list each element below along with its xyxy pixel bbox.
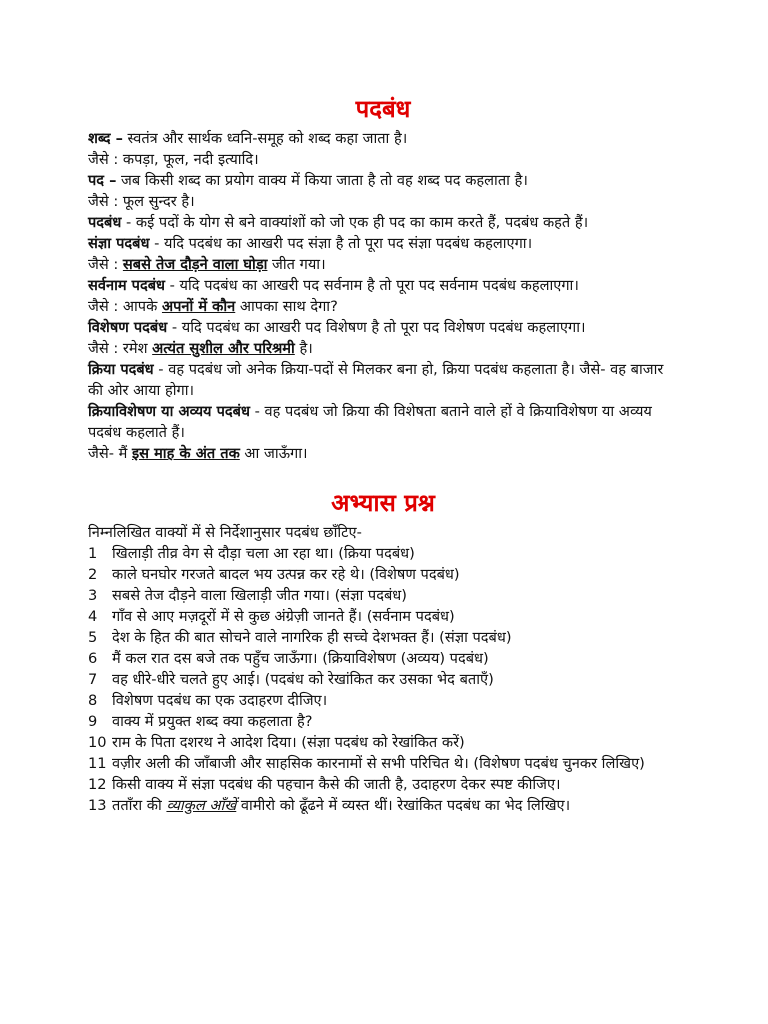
underlined-phrase: व्याकुल आँखें	[166, 797, 237, 814]
question-number: 1	[88, 545, 98, 562]
definition-line	[88, 359, 678, 401]
question-text: सबसे तेज दौड़ने वाला खिलाड़ी जीत गया। (संज्ञा पदबंध)	[112, 587, 407, 604]
term-label: पदबंध	[88, 214, 122, 231]
example-suffix: आ जाऊँगा।	[239, 445, 308, 462]
term-label: शब्द –	[88, 130, 123, 147]
definition-text: स्वतंत्र और सार्थक ध्वनि-समूह को शब्द कहा जाता है।	[122, 130, 408, 147]
term-label: विशेषण पदबंध	[88, 319, 168, 336]
underlined-phrase: इस माह के अंत तक	[131, 445, 240, 462]
term-label: क्रियाविशेषण या अव्यय पदबंध	[88, 403, 250, 420]
example-text: जैसे : कपड़ा, फूल, नदी इत्यादि।	[88, 151, 259, 168]
definition-text: जब किसी शब्द का प्रयोग वाक्य में किया जाता है तो वह शब्द पद कहलाता है।	[116, 172, 528, 189]
page-title: पदबंध	[355, 95, 411, 123]
definition-line	[88, 338, 678, 359]
example-suffix: आपका साथ देगा?	[235, 298, 338, 315]
underlined-phrase: अपनों में कौन	[161, 298, 236, 315]
definition-line	[88, 149, 678, 170]
question-number: 13	[88, 797, 107, 814]
underlined-phrase: अत्यंत सुशील और परिश्रमी	[152, 340, 295, 357]
term-label: संज्ञा पदबंध	[88, 235, 150, 252]
definition-line	[88, 170, 678, 191]
question-text: वह धीरे-धीरे चलते हुए आई। (पदबंध को रेखांकित कर उसका भेद बताएँ)	[112, 671, 494, 688]
question-item	[88, 690, 678, 711]
definition-text: - यदि पदबंध का आखरी पद संज्ञा है तो पूरा पद संज्ञा पदबंध कहलाएगा।	[149, 235, 533, 252]
question-text: देश के हित की बात सोचने वाले नागरिक ही सच्चे देशभक्त हैं। (संज्ञा पदबंध)	[112, 629, 512, 646]
question-number: 2	[88, 566, 98, 583]
question-number: 8	[88, 692, 98, 709]
question-text: गाँव से आए मज़दूरों में से कुछ अंग्रेज़ी जानते हैं। (सर्वनाम पदबंध)	[112, 608, 455, 625]
definition-text: - वह पदबंध जो अनेक क्रिया-पदों से मिलकर बना हो, क्रिया पदबंध कहलाता है। जैसे- वह बाजार की ओर आया होगा।	[88, 361, 664, 399]
term-label: पद –	[88, 172, 117, 189]
question-item	[88, 606, 678, 627]
definitions-section	[88, 128, 678, 464]
definition-text: - वह पदबंध जो क्रिया की विशेषता बताने वाले हों वे क्रियाविशेषण या अव्यय पदबंध कहलाते हैं।	[88, 403, 652, 441]
question-text: वाक्य में प्रयुक्त शब्द क्या कहलाता है?	[112, 713, 313, 730]
definition-line	[88, 233, 678, 254]
question-item	[88, 543, 678, 564]
question-number: 12	[88, 776, 107, 793]
definition-line	[88, 317, 678, 338]
exercise-title: अभ्यास प्रश्न	[331, 489, 435, 517]
definition-line	[88, 128, 678, 149]
question-item	[88, 753, 678, 774]
question-text: वामीरो को ढूँढने में व्यस्त थीं। रेखांकित पदबंध का भेद लिखिए।	[236, 797, 571, 814]
question-item	[88, 795, 678, 816]
definition-text: - यदि पदबंध का आखरी पद विशेषण है तो पूरा पद विशेषण पदबंध कहलाएगा।	[167, 319, 586, 336]
example-prefix: जैसे : रमेश	[88, 340, 153, 357]
example-text: जैसे : फूल सुन्दर है।	[88, 193, 195, 210]
question-number: 6	[88, 650, 98, 667]
questions-list	[88, 543, 678, 816]
term-label: क्रिया पदबंध	[88, 361, 154, 378]
question-text: काले घनघोर गरजते बादल भय उत्पन्न कर रहे थे। (विशेषण पदबंध)	[112, 566, 460, 583]
example-prefix: जैसे- मैं	[88, 445, 132, 462]
question-item	[88, 585, 678, 606]
example-suffix: है।	[294, 340, 313, 357]
definition-line	[88, 254, 678, 275]
exercise-intro: निम्नलिखित वाक्यों में से निर्देशानुसार पदबंध छाँटिए-	[88, 524, 362, 541]
definition-line	[88, 296, 678, 317]
question-item	[88, 774, 678, 795]
question-item	[88, 669, 678, 690]
question-number: 5	[88, 629, 98, 646]
question-text: राम के पिता दशरथ ने आदेश दिया। (संज्ञा पदबंध को रेखांकित करें)	[112, 734, 465, 751]
question-text: किसी वाक्य में संज्ञा पदबंध की पहचान कैसे की जाती है, उदाहरण देकर स्पष्ट कीजिए।	[112, 776, 561, 793]
definition-text: - कई पदों के योग से बने वाक्यांशों को जो एक ही पद का काम करते हैं, पदबंध कहते हैं।	[121, 214, 589, 231]
question-text: विशेषण पदबंध का एक उदाहरण दीजिए।	[112, 692, 328, 709]
definition-line	[88, 443, 678, 464]
definition-line	[88, 401, 678, 443]
definition-text: - यदि पदबंध का आखरी पद सर्वनाम है तो पूरा पद सर्वनाम पदबंध कहलाएगा।	[165, 277, 579, 294]
term-label: सर्वनाम पदबंध	[88, 277, 166, 294]
question-text: मैं कल रात दस बजे तक पहुँच जाऊँगा। (क्रियाविशेषण (अव्यय) पदबंध)	[112, 650, 489, 667]
definition-line	[88, 275, 678, 296]
question-item	[88, 564, 678, 585]
definition-line	[88, 212, 678, 233]
document-page	[88, 92, 678, 816]
question-number: 9	[88, 713, 98, 730]
example-prefix: जैसे : आपके	[88, 298, 162, 315]
example-suffix: जीत गया।	[267, 256, 326, 273]
question-item	[88, 627, 678, 648]
underlined-phrase: सबसे तेज दौड़ने वाला घोड़ा	[122, 256, 268, 273]
question-number: 10	[88, 734, 107, 751]
definition-line	[88, 191, 678, 212]
question-text: वज़ीर अली की जाँबाजी और साहसिक कारनामों से सभी परिचित थे। (विशेषण पदबंध चुनकर लिखिए)	[112, 755, 645, 772]
question-text: तताँरा की	[112, 797, 167, 814]
example-prefix: जैसे :	[88, 256, 123, 273]
question-number: 3	[88, 587, 98, 604]
question-item	[88, 732, 678, 753]
question-text: खिलाड़ी तीव्र वेग से दौड़ा चला आ रहा था। (क्रिया पदबंध)	[112, 545, 415, 562]
question-number: 4	[88, 608, 98, 625]
question-number: 7	[88, 671, 98, 688]
question-item	[88, 648, 678, 669]
question-number: 11	[88, 755, 107, 772]
question-item	[88, 711, 678, 732]
